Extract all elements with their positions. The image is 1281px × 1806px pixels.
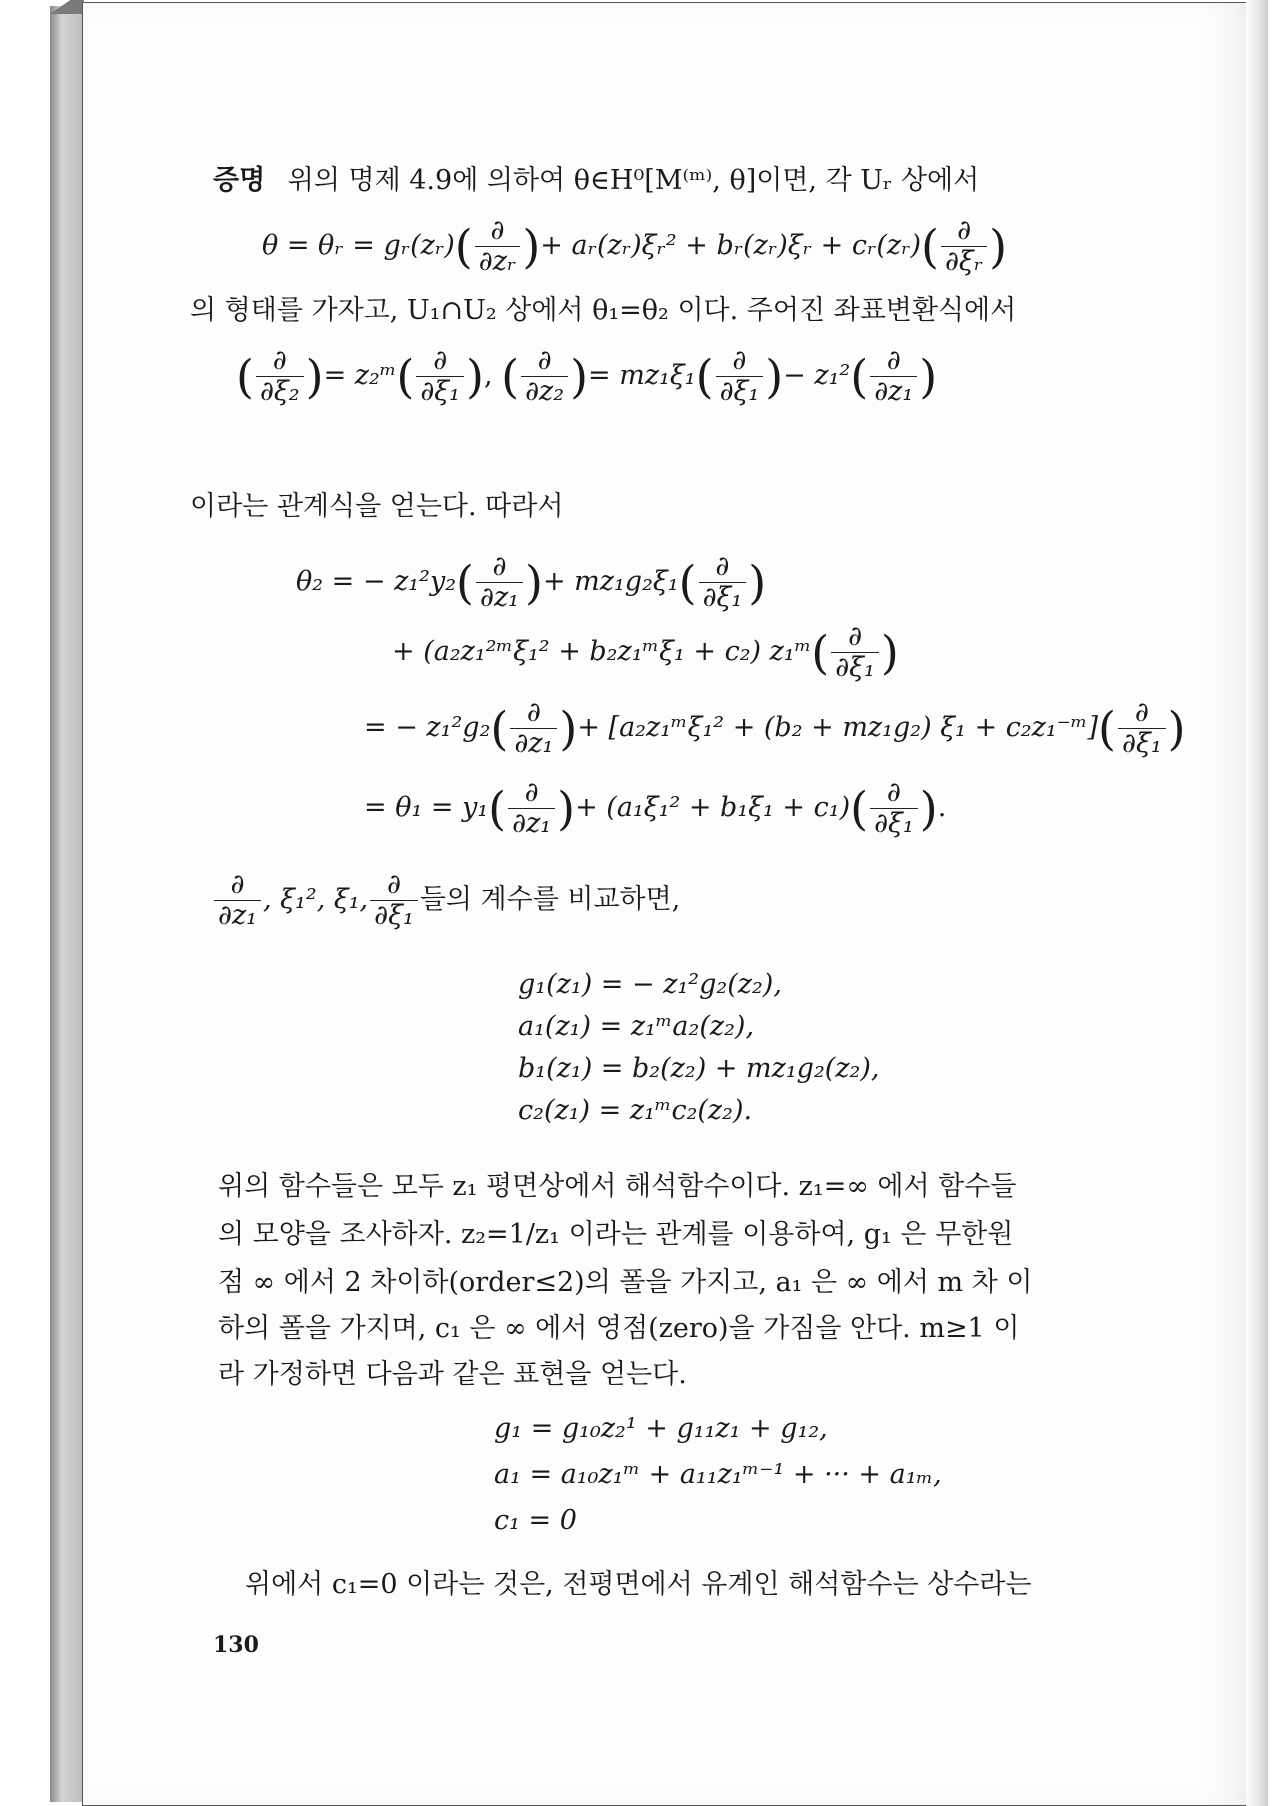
book-spine (50, 6, 84, 1802)
equation-theta2-a (296, 552, 766, 613)
eq3-d: = − z₁²g₂ (364, 712, 491, 743)
page-number: 130 (213, 1632, 259, 1658)
fraction-num: ∂ (699, 552, 747, 583)
fraction-den: ∂ξᵣ (944, 246, 984, 277)
fraction-num: ∂ (508, 778, 555, 809)
fraction-den: ∂ξ₁ (1121, 728, 1162, 759)
paren-right: ) (525, 555, 543, 610)
system-line-1: g₁(z₁) = − z₁²g₂(z₂), (518, 969, 782, 1000)
fraction (256, 346, 304, 407)
fraction (476, 552, 523, 613)
paren-left: ( (236, 349, 254, 404)
fraction-den: ∂ξ₁ (835, 652, 875, 683)
equation-theta (262, 216, 1007, 277)
line4-end: 들의 계수를 비교하면, (419, 884, 681, 915)
fraction-num: ∂ (1118, 698, 1166, 729)
fraction (941, 216, 987, 277)
fraction-num: ∂ (475, 216, 521, 247)
line4-mid: , ξ₁², ξ₁, (263, 884, 369, 915)
paren-right: ) (559, 701, 578, 756)
fraction-num: ∂ (941, 216, 987, 247)
paren-left: ( (396, 349, 415, 404)
eq3-c: + (a₂z₁²ᵐξ₁² + b₂z₁ᵐξ₁ + c₂) z₁ᵐ (392, 636, 812, 667)
system-line-4: c₂(z₁) = z₁ᵐc₂(z₂). (518, 1095, 753, 1126)
fraction-num: ∂ (476, 552, 523, 583)
eq2-mid3: − z₁² (783, 360, 851, 391)
text-line-2: 의 형태를 가자고, U₁∩U₂ 상에서 θ₁=θ₂ 이다. 주어진 좌표변환식에서 (190, 295, 1017, 326)
eq3-g: + (a₁ξ₁² + b₁ξ₁ + c₁) (575, 792, 851, 823)
fraction (699, 552, 747, 613)
equation-theta2-d (364, 778, 946, 839)
paragraph-line-3: 점 ∞ 에서 2 차이하(order≤2)의 폴을 가지고, a₁ 은 ∞ 에서 m 차 이 (218, 1267, 1033, 1298)
paren-left: ( (678, 555, 697, 610)
paren-right: ) (748, 555, 767, 610)
paren-right: ) (1167, 701, 1186, 756)
fraction (510, 698, 557, 759)
paren-left: ( (454, 219, 473, 274)
proof-text: 위의 명제 4.9에 의하여 θ∈H⁰[M⁽ᵐ⁾, θ]이면, 각 Uᵣ 상에서 (287, 165, 980, 196)
fraction-den: ∂ξ₁ (719, 376, 760, 407)
paren-left: ( (695, 349, 714, 404)
paren-right: ) (989, 219, 1008, 274)
paren-left: ( (1098, 701, 1116, 756)
fraction (1118, 698, 1166, 759)
text-line-3: 이라는 관계식을 얻는다. 따라서 (190, 491, 564, 522)
fraction-num: ∂ (870, 778, 918, 809)
fraction (370, 870, 418, 931)
fraction (870, 346, 917, 407)
fraction (508, 778, 555, 839)
eq3-e: + [a₂z₁ᵐξ₁² + (b₂ + mz₁g₂) ξ₁ + c₂z₁⁻ᵐ] (577, 712, 1099, 743)
fraction-den: ∂z₁ (512, 808, 552, 839)
expansion-line-3: c₁ = 0 (494, 1505, 577, 1536)
equation-transform: ( $\frac{\partial}{\text{∂ξ₂}}$ )= z₂ᵐ( $\frac{\partial}{\text{∂ξ₁}}$ ), ( $\frac{\partial}{\text{∂z₂}}$ )= mz₁ξ₁( $\frac{\partial}{\text{∂ξ₁}}$ )− z₁²( $\frac{\partial}{\text{∂z₁}}$ ) (236, 345, 938, 407)
system-line-3: b₁(z₁) = b₂(z₂) + mz₁g₂(z₂), (518, 1053, 880, 1084)
text-line-4 (212, 870, 680, 931)
fraction-den: ∂z₁ (218, 900, 258, 931)
fraction-num: ∂ (370, 870, 418, 901)
paren-right: ) (466, 349, 484, 404)
paren-left: ( (920, 219, 939, 274)
paren-left: ( (850, 781, 869, 836)
fraction-den: ∂ξ₂ (259, 376, 300, 407)
paren-left: ( (490, 701, 509, 756)
paragraph-line-5: 라 가정하면 다음과 같은 표현을 얻는다. (218, 1359, 687, 1390)
paren-right: ) (880, 625, 899, 680)
paragraph-line-1: 위의 함수들은 모두 z₁ 평면상에서 해석함수이다. z₁=∞ 에서 함수들 (218, 1171, 1017, 1202)
paragraph-line-4: 하의 폴을 가지며, c₁ 은 ∞ 에서 영점(zero)을 가짐을 안다. m≥1 이 (218, 1313, 1020, 1344)
eq1-rest: + aᵣ(zᵣ)ξᵣ² + bᵣ(zᵣ)ξᵣ + cᵣ(zᵣ) (540, 230, 921, 261)
eq2-mid1: = z₂ᵐ (323, 360, 397, 391)
eq3-end: . (937, 792, 947, 823)
page-edge (1246, 0, 1268, 1806)
fraction-den: ∂z₂ (525, 376, 565, 407)
paren-left: ( (811, 625, 830, 680)
fraction-num: ∂ (521, 346, 568, 377)
fraction-num: ∂ (256, 346, 304, 377)
equation-theta2-b (392, 622, 899, 683)
fraction-num: ∂ (510, 698, 557, 729)
eq1-lhs: θ = θᵣ = gᵣ(zᵣ) (262, 230, 455, 261)
paren-right: ) (305, 349, 324, 404)
fraction (831, 622, 879, 683)
last-line: 위에서 c₁=0 이라는 것은, 전평면에서 유계인 해석함수는 상수라는 (245, 1569, 1032, 1600)
expansion-line-1: g₁ = g₁₀z₂¹ + g₁₁z₁ + g₁₂, (494, 1413, 828, 1444)
fraction-den: ∂z₁ (514, 728, 554, 759)
eq3-b: + mz₁g₂ξ₁ (542, 566, 679, 597)
paren-right: ) (522, 219, 541, 274)
fraction-den: ∂z₁ (874, 376, 914, 407)
eq3-f: = θ₁ = y₁ (364, 792, 489, 823)
fraction-den: ∂ξ₁ (702, 582, 743, 613)
fraction-num: ∂ (870, 346, 917, 377)
fraction-den: ∂zᵣ (478, 246, 517, 277)
fraction-den: ∂ξ₁ (874, 808, 914, 839)
fraction-num: ∂ (716, 346, 764, 377)
fraction (870, 778, 918, 839)
fraction (716, 346, 764, 407)
proof-line (213, 158, 979, 197)
paren-right: ) (765, 349, 784, 404)
fraction-den: ∂ξ₁ (420, 376, 460, 407)
system-line-2: a₁(z₁) = z₁ᵐa₂(z₂), (518, 1011, 755, 1042)
paren-right: ) (557, 781, 576, 836)
expansion-line-2: a₁ = a₁₀z₁ᵐ + a₁₁z₁ᵐ⁻¹ + ··· + a₁ₘ, (494, 1459, 942, 1490)
equation-theta2-c (364, 698, 1186, 759)
fraction (475, 216, 521, 277)
paren-right: ) (570, 349, 589, 404)
fraction-den: ∂z₁ (479, 582, 519, 613)
fraction (416, 346, 464, 407)
fraction-num: ∂ (416, 346, 464, 377)
fraction-num: ∂ (831, 622, 879, 653)
eq2-mid2: = mz₁ξ₁ (588, 360, 696, 391)
paren-right: ) (919, 349, 938, 404)
paren-left: ( (501, 349, 520, 404)
paren-left: ( (850, 349, 869, 404)
fraction-num: ∂ (214, 870, 261, 901)
fraction-den: ∂ξ₁ (374, 900, 414, 931)
paren-left: ( (488, 781, 507, 836)
fraction (214, 870, 261, 931)
proof-label: 증명 (213, 165, 266, 196)
fraction (521, 346, 568, 407)
eq3-a: θ₂ = − z₁²y₂ (296, 566, 457, 597)
paren-right: ) (919, 781, 938, 836)
paren-left: ( (456, 555, 474, 610)
paragraph-line-2: 의 모양을 조사하자. z₂=1/z₁ 이라는 관계를 이용하여, g₁ 은 무한원 (218, 1219, 1014, 1250)
